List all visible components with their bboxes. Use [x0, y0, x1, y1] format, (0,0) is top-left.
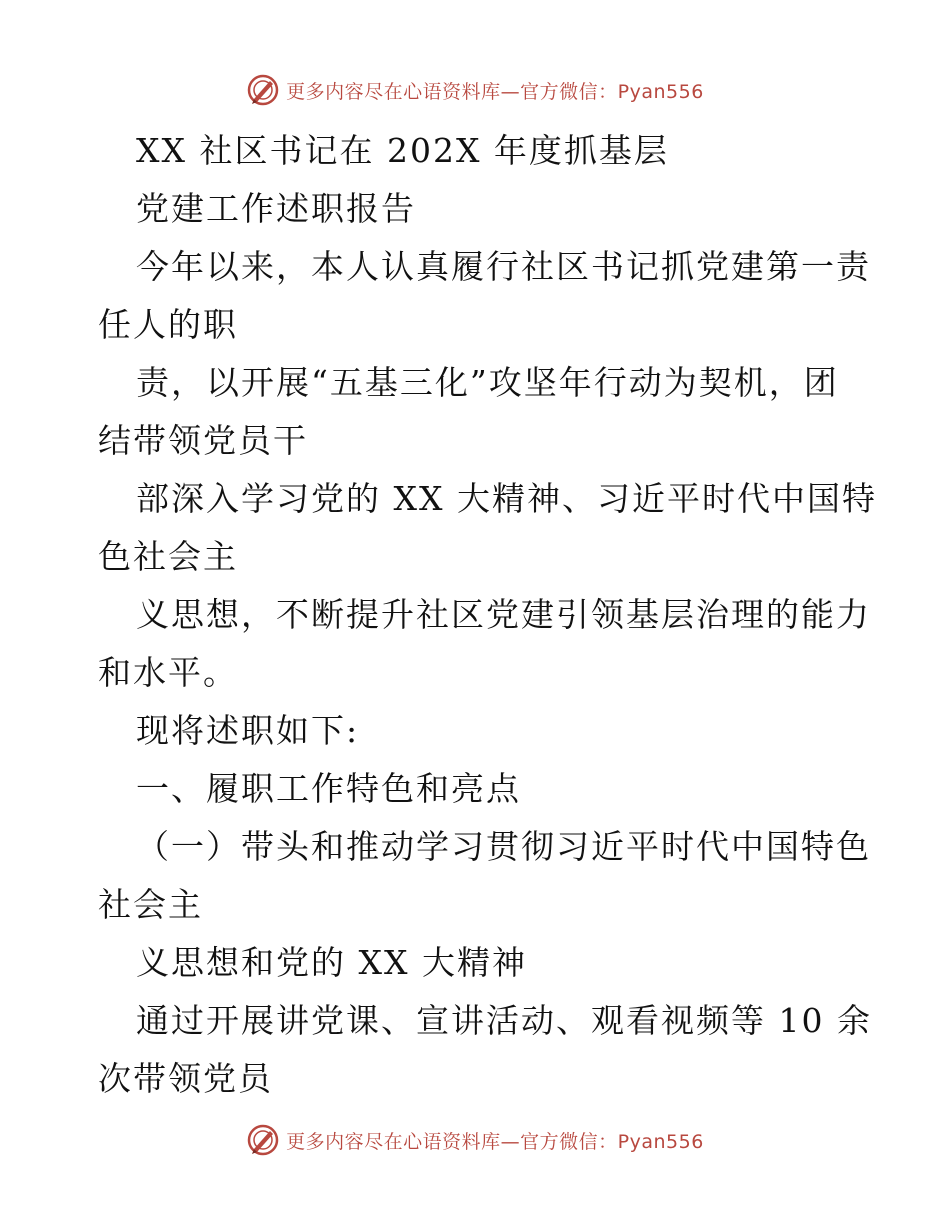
doc-line: 次带领党员 — [98, 1059, 273, 1098]
doc-line: 现将述职如下: — [136, 711, 360, 750]
doc-line: 义思想和党的 XX 大精神 — [136, 943, 527, 982]
footer-watermark — [0, 1120, 950, 1160]
header-watermark — [0, 70, 950, 110]
doc-line: 社会主 — [98, 885, 203, 924]
doc-line: XX 社区书记在 202X 年度抓基层 — [136, 131, 669, 170]
document-body — [98, 122, 877, 1108]
watermark-text: 更多内容尽在心语资料库—官方微信：Pyan556 — [286, 1130, 704, 1153]
doc-line: 义思想，不断提升社区党建引领基层治理的能力 — [136, 595, 871, 634]
doc-line: 色社会主 — [98, 537, 238, 576]
doc-line: 和水平。 — [98, 653, 238, 692]
pen-seal-icon — [246, 73, 280, 107]
watermark-text: 更多内容尽在心语资料库—官方微信：Pyan556 — [286, 80, 704, 103]
doc-line: 党建工作述职报告 — [136, 189, 416, 228]
doc-line: 今年以来，本人认真履行社区书记抓党建第一责 — [136, 247, 871, 286]
doc-line: 责，以开展“五基三化”攻坚年行动为契机，团 — [136, 363, 839, 402]
doc-line: 部深入学习党的 XX 大精神、习近平时代中国特 — [136, 479, 877, 518]
subsection-heading: （一）带头和推动学习贯彻习近平时代中国特色 — [136, 827, 871, 866]
doc-line: 通过开展讲党课、宣讲活动、观看视频等 10 余 — [136, 1001, 872, 1040]
doc-line: 任人的职 — [98, 305, 238, 344]
doc-line: 结带领党员干 — [98, 421, 308, 460]
pen-seal-icon — [246, 1123, 280, 1157]
section-heading: 一、履职工作特色和亮点 — [136, 769, 521, 808]
